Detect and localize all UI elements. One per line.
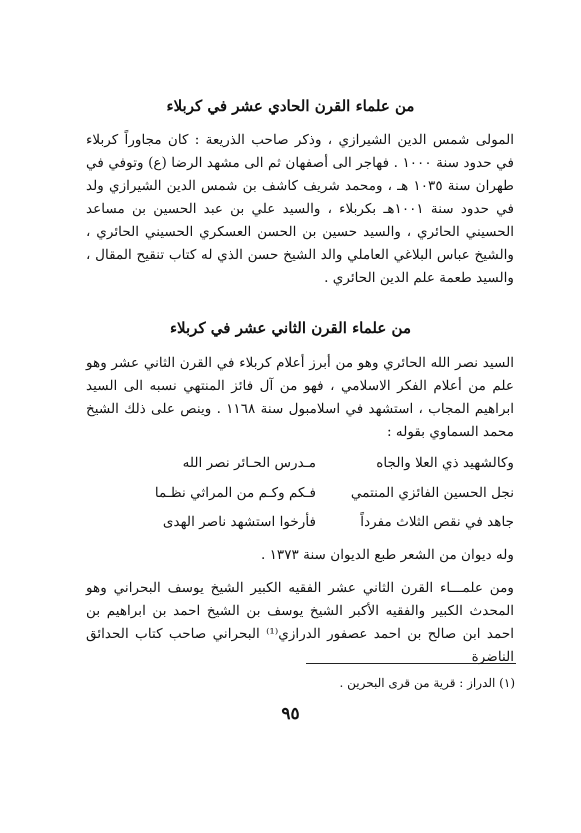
- paragraph-nasrallah-haeri: السيد نصر الله الحائري وهو من أبرز أعلام كربلاء في القرن الثاني عشر وهو علم من أعلام الفكر الاسلامي ، فهو من آل فائز المنتهي نسبه الى السيد ابراهيم المجاب ، استشهد في اسلامبول سنة ١١٦٨ . وينص على ذلك الشيخ محمد السماوي بقوله :: [86, 355, 514, 440]
- paragraph-yusuf-bahrani: ومن علمـــاء القرن الثاني عشر الفقيه الكبير الشيخ يوسف البحراني وهو المحدث الكبير والفقيه الأكبر الشيخ يوسف بن الشيخ احمد بن ابراهيم بن احمد ابن صالح بن احمد عصفور الدرازي⁽¹⁾ البحراني صاحب كتاب الحدائق الناضرة: [86, 580, 514, 665]
- paragraph-11th-century-scholars: المولى شمس الدين الشيرازي ، وذكر صاحب الذريعة : كان مجاوراً كربلاء في حدود سنة ١٠٠٠ . فهاجر الى أصفهان ثم الى مشهد الرضا (ع) وتوفي في طهران سنة ١٠٣٥ هـ ، ومحمد شريف كاشف بن شمس الدين الشيرازي ولد في حدود سنة ١٠٠١هـ بكربلاء ، والسيد علي بن عبد الحسين بن مساعد الحسيني الحائري ، والسيد حسين بن الحسن العسكري الحسيني الحائري ، والشيخ عباس البلاغي العاملي والد الشيخ حسن الذي له كتاب تنقيح المقال ، والسيد طعمة علم الدين الحائري .: [86, 132, 514, 286]
- verse-second-hemistich: فأرخوا استشهد ناصر الهدى: [162, 514, 316, 530]
- footnote: (١) الدراز : قرية من قرى البحرين .: [339, 676, 515, 690]
- verse-first-hemistich: جاهد في نقص الثلاث مفرداً: [360, 514, 514, 530]
- poem-verse: [86, 451, 514, 475]
- paragraph-diwan: وله ديوان من الشعر طبع الديوان سنة ١٣٧٣ .: [260, 547, 514, 563]
- verse-first-hemistich: وكالشهيد ذي العلا والجاه: [376, 455, 514, 471]
- verse-second-hemistich: فـكم وكـم من المراثي نظـما: [154, 485, 316, 501]
- verse-first-hemistich: نجل الحسين الفائزي المنتمي: [350, 485, 514, 501]
- section-heading-11th-century: من علماء القرن الحادي عشر في كربلاء: [166, 97, 415, 115]
- poem-verse: [86, 510, 514, 534]
- section-heading-12th-century: من علماء القرن الثاني عشر في كربلاء: [169, 319, 411, 337]
- poem-verse: [86, 481, 514, 505]
- footnote-divider: [306, 663, 516, 664]
- verse-second-hemistich: مـدرس الحـائر نصر الله: [182, 455, 316, 471]
- page-number: ٩٥: [281, 704, 300, 724]
